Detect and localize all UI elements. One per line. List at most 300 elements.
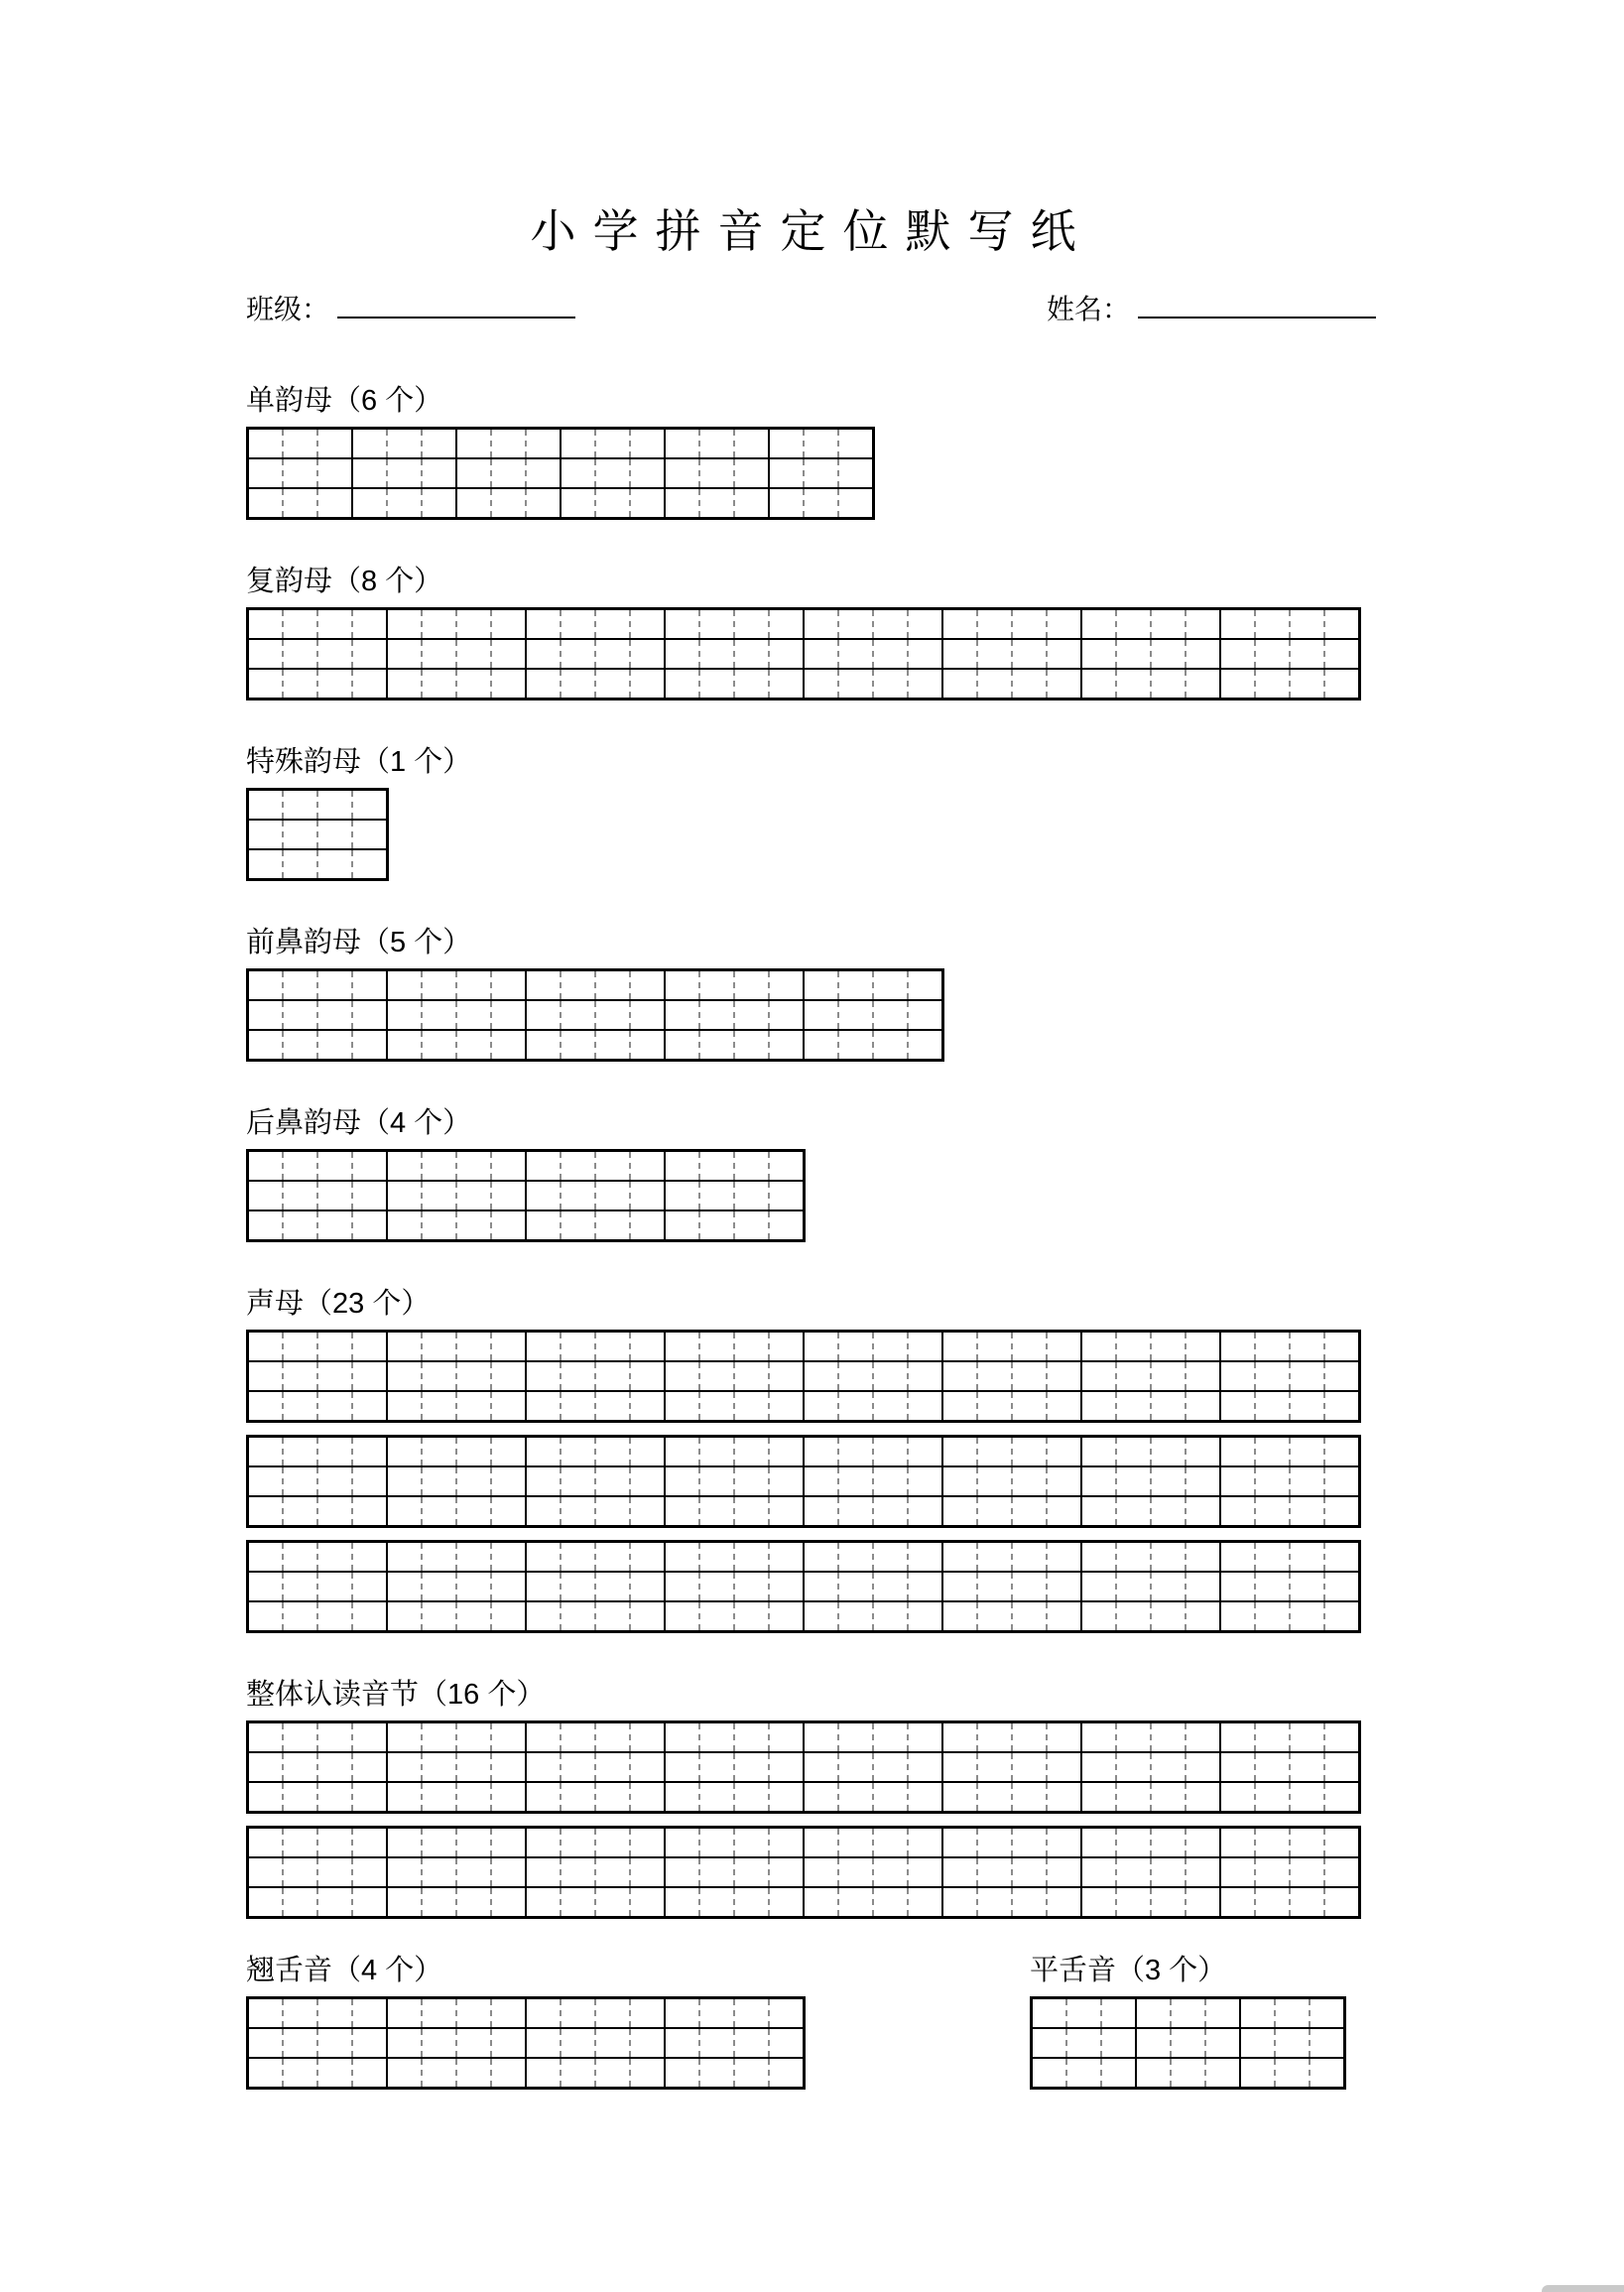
grid-cell <box>491 1601 526 1632</box>
grid-cell <box>422 1332 456 1362</box>
grid-cell <box>283 1332 317 1362</box>
grid-cell <box>873 1437 908 1467</box>
grid-cell <box>1047 1542 1081 1573</box>
grid-cell <box>491 1722 526 1753</box>
grid-cell <box>387 669 422 700</box>
grid-cell <box>838 488 874 519</box>
grid-cell <box>422 970 456 1001</box>
grid-cell <box>873 1782 908 1813</box>
grid-cell <box>908 1030 943 1061</box>
grid-cell <box>1290 1466 1324 1496</box>
grid-cell <box>422 1000 456 1030</box>
grid-cell <box>317 1030 352 1061</box>
grid-cell <box>942 1437 977 1467</box>
grid-cell <box>699 970 734 1001</box>
grid-cell <box>665 1857 699 1887</box>
grid-cell <box>561 1998 595 2029</box>
grid-cell <box>456 2058 491 2089</box>
grid-cell <box>1255 1752 1290 1782</box>
grid-cell <box>456 1601 491 1632</box>
grid-cell <box>422 1437 456 1467</box>
grid-cell <box>942 1361 977 1391</box>
grid-cell <box>908 669 942 700</box>
grid-cell <box>561 429 595 459</box>
grid-cell <box>630 1210 665 1241</box>
grid-cell <box>804 1030 838 1061</box>
grid-cell <box>1186 639 1220 669</box>
grid-cell <box>1116 1391 1151 1422</box>
grid-cell <box>1255 1857 1290 1887</box>
section-label-zhengti: 整体认读音节（16 个） <box>246 1679 546 1711</box>
grid-cell <box>248 790 284 821</box>
grid-cell <box>317 1722 352 1753</box>
grid-cell <box>491 609 526 640</box>
grid-cell <box>838 970 873 1001</box>
grid-cell <box>1081 1782 1116 1813</box>
grid-cell <box>873 1572 908 1601</box>
grid-cell <box>526 1332 561 1362</box>
grid-cell <box>804 1391 838 1422</box>
grid-cell <box>1136 2058 1171 2089</box>
grid-cell <box>283 1030 317 1061</box>
grid-cell <box>595 1828 630 1858</box>
grid-cell <box>352 1828 387 1858</box>
grid-cell <box>1012 1722 1047 1753</box>
grid-cell <box>734 1437 769 1467</box>
grid-cell <box>1012 1437 1047 1467</box>
grid-cell <box>1151 1466 1186 1496</box>
grid-cell <box>630 488 665 519</box>
pinyin-grid-pingsheyin <box>1030 1996 1346 2090</box>
grid-cell <box>1186 1496 1220 1527</box>
grid-cell <box>1324 669 1360 700</box>
grid-cell <box>630 1496 665 1527</box>
grid-cell <box>387 1151 422 1182</box>
grid-cell <box>1116 1887 1151 1918</box>
grid-cell <box>665 2058 699 2089</box>
grid-cell <box>317 1210 352 1241</box>
grid-cell <box>456 1210 491 1241</box>
grid-cell <box>769 1782 804 1813</box>
grid-cell <box>248 1332 284 1362</box>
grid-cell <box>665 1572 699 1601</box>
grid-cell <box>1012 1887 1047 1918</box>
grid-cell <box>561 1857 595 1887</box>
grid-cell <box>1151 1391 1186 1422</box>
grid-cell <box>699 429 734 459</box>
grid-cell <box>665 1437 699 1467</box>
grid-cell <box>1047 669 1081 700</box>
grid-cell <box>873 1857 908 1887</box>
grid-cell <box>283 1181 317 1210</box>
grid-cell <box>1151 1857 1186 1887</box>
grid-cell <box>456 970 491 1001</box>
grid-cell <box>977 1437 1012 1467</box>
grid-cell <box>769 1030 804 1061</box>
grid-cell <box>595 1391 630 1422</box>
grid-cell <box>526 1887 561 1918</box>
grid-cell <box>1151 1496 1186 1527</box>
grid-cell <box>942 1466 977 1496</box>
grid-cell <box>1186 1782 1220 1813</box>
grid-cell <box>561 1030 595 1061</box>
grid-cell <box>1081 1496 1116 1527</box>
grid-cell <box>248 1828 284 1858</box>
grid-cell <box>526 1998 561 2029</box>
grid-cell <box>1255 1391 1290 1422</box>
grid-cell <box>665 609 699 640</box>
grid-cell <box>838 1752 873 1782</box>
grid-cell <box>804 458 838 488</box>
grid-cell <box>1310 2058 1345 2089</box>
grid-cell <box>665 1828 699 1858</box>
grid-cell <box>873 1000 908 1030</box>
grid-cell <box>422 1857 456 1887</box>
grid-cell <box>1032 1998 1067 2029</box>
grid-cell <box>422 488 456 519</box>
grid-cell <box>1310 1998 1345 2029</box>
grid-cell <box>1116 1572 1151 1601</box>
grid-cell <box>665 488 699 519</box>
pinyin-grid-houbi-yunmu <box>246 1149 806 1242</box>
grid-cell <box>1324 1332 1360 1362</box>
grid-cell <box>942 639 977 669</box>
grid-cell <box>630 2028 665 2058</box>
grid-cell <box>734 1601 769 1632</box>
bottom-split-row <box>246 1955 1624 2090</box>
grid-cell <box>1047 1361 1081 1391</box>
grid-cell <box>630 2058 665 2089</box>
grid-cell <box>456 1181 491 1210</box>
grid-cell <box>456 609 491 640</box>
grid-cell <box>595 1782 630 1813</box>
grid-cell <box>422 2028 456 2058</box>
section-label-fu-yunmu: 复韵母（8 个） <box>246 566 443 597</box>
grid-cell <box>1116 1361 1151 1391</box>
grid-cell <box>1310 2028 1345 2058</box>
grid-cell <box>526 1857 561 1887</box>
grid-cell <box>1116 1828 1151 1858</box>
grid-cell <box>908 1601 942 1632</box>
grid-cell <box>387 429 422 459</box>
grid-cell <box>317 1752 352 1782</box>
grid-cell <box>422 1542 456 1573</box>
grid-cell <box>422 1496 456 1527</box>
grid-cell <box>908 1391 942 1422</box>
grid-cell <box>838 1857 873 1887</box>
grid-cell <box>769 1181 805 1210</box>
grid-cell <box>1220 1332 1255 1362</box>
grid-cell <box>317 1151 352 1182</box>
grid-cell <box>804 1782 838 1813</box>
grid-cell <box>561 1496 595 1527</box>
grid-cell <box>699 1722 734 1753</box>
grid-cell <box>1047 1887 1081 1918</box>
grid-cell <box>456 639 491 669</box>
grid-cell <box>699 1857 734 1887</box>
grid-cell <box>665 1496 699 1527</box>
grid-cell <box>1081 1828 1116 1858</box>
grid-cell <box>526 1722 561 1753</box>
grid-cell <box>491 970 526 1001</box>
page-title: 小学拼音定位默写纸 <box>530 205 1093 257</box>
grid-cell <box>317 1782 352 1813</box>
grid-cell <box>317 1857 352 1887</box>
grid-cell <box>317 1998 352 2029</box>
grid-cell <box>491 1000 526 1030</box>
grid-cell <box>1240 2028 1275 2058</box>
grid-cell <box>491 1857 526 1887</box>
grid-cell <box>491 1361 526 1391</box>
grid-cell <box>283 669 317 700</box>
grid-cell <box>1186 1857 1220 1887</box>
grid-cell <box>734 458 769 488</box>
grid-cell <box>248 1572 284 1601</box>
grid-cell <box>387 1782 422 1813</box>
grid-cell <box>630 1722 665 1753</box>
grid-cell <box>734 2028 769 2058</box>
grid-cell <box>1066 2028 1101 2058</box>
grid-cell <box>491 1151 526 1182</box>
grid-cell <box>595 2058 630 2089</box>
grid-cell <box>352 2058 387 2089</box>
grid-cell <box>1081 669 1116 700</box>
grid-cell <box>283 1601 317 1632</box>
grid-cell <box>595 1000 630 1030</box>
grid-cell <box>1220 639 1255 669</box>
grid-cell <box>734 970 769 1001</box>
corner-scroll-handle[interactable] <box>1542 2285 1624 2292</box>
grid-cell <box>1171 2028 1205 2058</box>
grid-cell <box>561 1181 595 1210</box>
grid-cell <box>630 1361 665 1391</box>
section-teshu-yunmu <box>246 746 1624 881</box>
grid-cell <box>699 1782 734 1813</box>
grid-cell <box>317 639 352 669</box>
grid-cell <box>1171 2058 1205 2089</box>
grid-cell <box>734 488 769 519</box>
grid-cell <box>804 1572 838 1601</box>
grid-cell <box>352 1466 387 1496</box>
grid-cell <box>804 970 838 1001</box>
grid-cell <box>1116 1857 1151 1887</box>
grid-cell <box>977 1828 1012 1858</box>
grid-cell <box>873 1601 908 1632</box>
grid-cell <box>977 1722 1012 1753</box>
grid-cell <box>317 1391 352 1422</box>
grid-cell <box>1290 1828 1324 1858</box>
grid-cell <box>248 1722 284 1753</box>
grid-cell <box>491 2028 526 2058</box>
grid-cell <box>561 1887 595 1918</box>
grid-cell <box>734 1030 769 1061</box>
grid-cell <box>977 639 1012 669</box>
grid-cell <box>699 1000 734 1030</box>
grid-cell <box>595 2028 630 2058</box>
grid-cell <box>491 1437 526 1467</box>
grid-cell <box>769 1496 804 1527</box>
grid-cell <box>526 1601 561 1632</box>
grid-cell <box>838 639 873 669</box>
grid-cell <box>248 1998 284 2029</box>
grid-cell <box>422 1752 456 1782</box>
grid-cell <box>804 669 838 700</box>
grid-cell <box>1220 669 1255 700</box>
grid-cell <box>317 849 352 880</box>
grid-cell <box>942 1542 977 1573</box>
grid-cell <box>1047 1572 1081 1601</box>
grid-cell <box>387 1181 422 1210</box>
grid-cell <box>665 458 699 488</box>
grid-cell <box>1290 1361 1324 1391</box>
grid-cell <box>1290 1887 1324 1918</box>
grid-cell <box>595 1998 630 2029</box>
grid-cell <box>769 1752 804 1782</box>
grid-cell <box>248 1181 284 1210</box>
grid-cell <box>1081 1572 1116 1601</box>
grid-cell <box>1220 1542 1255 1573</box>
grid-cell <box>873 1361 908 1391</box>
grid-cell <box>630 1151 665 1182</box>
name-field-label: 姓名： <box>1047 294 1131 324</box>
grid-cell <box>387 639 422 669</box>
grid-cell <box>456 1151 491 1182</box>
grid-cell <box>838 458 874 488</box>
grid-cell <box>248 429 284 459</box>
pinyin-grid-qiaosheyin <box>246 1996 806 2090</box>
grid-cell <box>561 1722 595 1753</box>
grid-cell <box>942 1857 977 1887</box>
grid-cell <box>1116 1466 1151 1496</box>
grid-cell <box>1116 1332 1151 1362</box>
grid-cell <box>526 1752 561 1782</box>
sections-container <box>246 385 1624 2090</box>
grid-cell <box>248 849 284 880</box>
grid-cell <box>1290 1752 1324 1782</box>
grid-cell <box>1047 1466 1081 1496</box>
grid-cell <box>1290 1437 1324 1467</box>
grid-cell <box>804 1000 838 1030</box>
grid-cell <box>699 1030 734 1061</box>
grid-cell <box>734 609 769 640</box>
grid-cell <box>352 849 388 880</box>
grid-cell <box>908 1752 942 1782</box>
grid-cell <box>1012 1601 1047 1632</box>
grid-cell <box>526 1542 561 1573</box>
pinyin-grid-dan-yunmu <box>246 427 875 520</box>
grid-cell <box>908 609 942 640</box>
grid-cell <box>317 2028 352 2058</box>
grid-cell <box>561 1601 595 1632</box>
grid-cell <box>734 1828 769 1858</box>
grid-cell <box>630 669 665 700</box>
grid-cell <box>804 1601 838 1632</box>
grid-cell <box>769 1572 804 1601</box>
grid-cell <box>1081 1437 1116 1467</box>
grid-cell <box>630 1998 665 2029</box>
grid-cell <box>769 1000 804 1030</box>
grid-cell <box>248 1887 284 1918</box>
grid-cell <box>838 1000 873 1030</box>
grid-cell <box>1116 1542 1151 1573</box>
grid-cell <box>561 639 595 669</box>
grid-cell <box>1324 639 1360 669</box>
grid-cell <box>769 2058 805 2089</box>
grid-cell <box>387 1391 422 1422</box>
grid-cell <box>387 1887 422 1918</box>
grid-cell <box>352 429 387 459</box>
grid-cell <box>422 1466 456 1496</box>
grid-cell <box>387 1361 422 1391</box>
grid-cell <box>456 2028 491 2058</box>
grid-cell <box>1012 1572 1047 1601</box>
grid-cell <box>769 1722 804 1753</box>
grid-cell <box>283 820 317 849</box>
grid-cell <box>526 2028 561 2058</box>
grid-cell <box>665 2028 699 2058</box>
grid-cell <box>1012 609 1047 640</box>
grid-cell <box>422 1391 456 1422</box>
grid-cell <box>734 1000 769 1030</box>
grid-cell <box>491 2058 526 2089</box>
grid-cell <box>1255 1466 1290 1496</box>
grid-cell <box>491 1030 526 1061</box>
grid-cell <box>595 1752 630 1782</box>
grid-cell <box>908 1572 942 1601</box>
grid-cell <box>248 1361 284 1391</box>
grid-cell <box>352 1496 387 1527</box>
grid-cell <box>1220 1752 1255 1782</box>
grid-cell <box>630 1857 665 1887</box>
grid-cell <box>1220 1857 1255 1887</box>
grid-cell <box>283 609 317 640</box>
grid-cell <box>526 1496 561 1527</box>
grid-cell <box>873 1722 908 1753</box>
grid-cell <box>1047 1496 1081 1527</box>
grid-cell <box>873 639 908 669</box>
grid-cell <box>387 1542 422 1573</box>
grid-cell <box>283 1752 317 1782</box>
name-field <box>1047 288 1376 327</box>
grid-cell <box>908 1887 942 1918</box>
grid-cell <box>838 669 873 700</box>
grid-cell <box>248 1210 284 1241</box>
grid-cell <box>699 1887 734 1918</box>
grid-cell <box>873 970 908 1001</box>
grid-cell <box>838 1722 873 1753</box>
grid-cell <box>838 1437 873 1467</box>
grid-cell <box>942 1391 977 1422</box>
grid-cell <box>352 1887 387 1918</box>
section-houbi-yunmu <box>246 1107 1624 1242</box>
grid-cell <box>526 2058 561 2089</box>
grid-cell <box>977 1391 1012 1422</box>
grid-cell <box>1047 1601 1081 1632</box>
grid-cell <box>665 639 699 669</box>
grid-cell <box>1220 1828 1255 1858</box>
grid-cell <box>699 1391 734 1422</box>
grid-cell <box>1255 1572 1290 1601</box>
grid-cell <box>804 1332 838 1362</box>
grid-cell <box>1324 1857 1360 1887</box>
grid-cell <box>630 1181 665 1210</box>
grid-cell <box>769 1210 805 1241</box>
grid-cell <box>804 1722 838 1753</box>
grid-cell <box>804 488 838 519</box>
grid-cell <box>1290 639 1324 669</box>
grid-cell <box>1116 1496 1151 1527</box>
grid-cell <box>769 1437 804 1467</box>
